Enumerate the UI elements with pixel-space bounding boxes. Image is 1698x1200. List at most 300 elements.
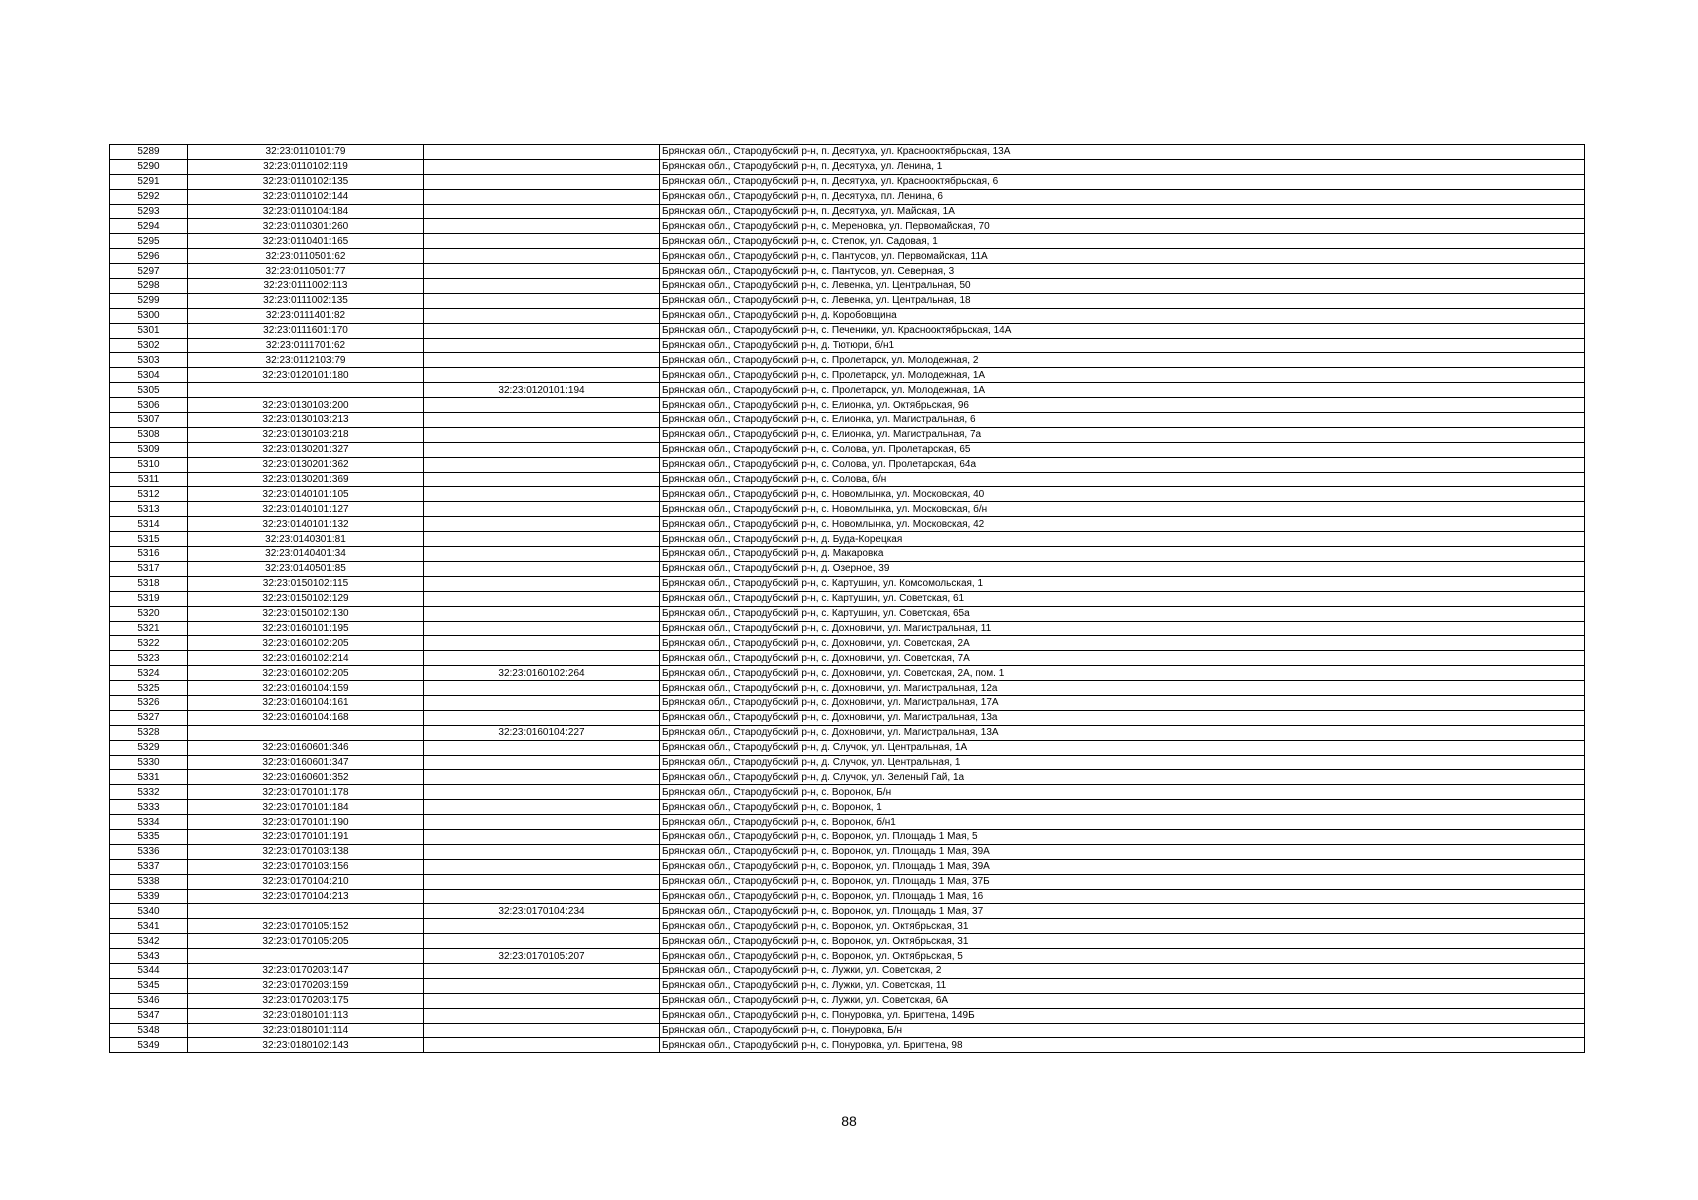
table-row <box>110 904 1585 919</box>
row-number-cell: 5343 <box>110 949 188 964</box>
table-row <box>110 145 1585 160</box>
address-cell: Брянская обл., Стародубский р-н, д. Буда-Корецкая <box>660 532 1585 547</box>
row-number-cell: 5321 <box>110 621 188 636</box>
address-cell: Брянская обл., Стародубский р-н, п. Десятуха, пл. Ленина, 6 <box>660 189 1585 204</box>
cadastral-number-cell: 32:23:0160601:352 <box>188 770 424 785</box>
related-cadastral-number-cell <box>424 681 660 696</box>
table-row <box>110 710 1585 725</box>
table-row <box>110 740 1585 755</box>
row-number-cell: 5298 <box>110 279 188 294</box>
address-cell: Брянская обл., Стародубский р-н, с. Воронок, ул. Октябрьская, 31 <box>660 934 1585 949</box>
related-cadastral-number-cell <box>424 844 660 859</box>
related-cadastral-number-cell <box>424 874 660 889</box>
row-number-cell: 5332 <box>110 785 188 800</box>
address-cell: Брянская обл., Стародубский р-н, с. Елионка, ул. Магистральная, 6 <box>660 413 1585 428</box>
row-number-cell: 5333 <box>110 800 188 815</box>
address-cell: Брянская обл., Стародубский р-н, с. Воронок, ул. Площадь 1 Мая, 39А <box>660 859 1585 874</box>
address-cell: Брянская обл., Стародубский р-н, п. Десятуха, ул. Краснооктябрьская, 13А <box>660 145 1585 160</box>
address-cell: Брянская обл., Стародубский р-н, с. Пролетарск, ул. Молодежная, 1А <box>660 383 1585 398</box>
row-number-cell: 5338 <box>110 874 188 889</box>
related-cadastral-number-cell <box>424 249 660 264</box>
table-row <box>110 934 1585 949</box>
related-cadastral-number-cell <box>424 934 660 949</box>
address-cell: Брянская обл., Стародубский р-н, с. Степок, ул. Садовая, 1 <box>660 234 1585 249</box>
cadastral-number-cell: 32:23:0130201:362 <box>188 457 424 472</box>
address-cell: Брянская обл., Стародубский р-н, с. Елионка, ул. Октябрьская, 96 <box>660 398 1585 413</box>
table-row <box>110 279 1585 294</box>
cadastral-number-cell: 32:23:0130103:218 <box>188 427 424 442</box>
cadastral-number-cell: 32:23:0110102:119 <box>188 159 424 174</box>
cadastral-number-cell: 32:23:0111401:82 <box>188 308 424 323</box>
address-cell: Брянская обл., Стародубский р-н, с. Картушин, ул. Советская, 65а <box>660 606 1585 621</box>
row-number-cell: 5296 <box>110 249 188 264</box>
related-cadastral-number-cell: 32:23:0170105:207 <box>424 949 660 964</box>
row-number-cell: 5316 <box>110 547 188 562</box>
cadastral-number-cell: 32:23:0140101:127 <box>188 502 424 517</box>
cadastral-number-cell: 32:23:0170101:178 <box>188 785 424 800</box>
table-row <box>110 457 1585 472</box>
table-row <box>110 874 1585 889</box>
address-cell: Брянская обл., Стародубский р-н, с. Елионка, ул. Магистральная, 7а <box>660 427 1585 442</box>
table-row <box>110 159 1585 174</box>
address-cell: Брянская обл., Стародубский р-н, п. Десятуха, ул. Краснооктябрьская, 6 <box>660 174 1585 189</box>
table-row <box>110 547 1585 562</box>
related-cadastral-number-cell <box>424 427 660 442</box>
cadastral-number-cell: 32:23:0110101:79 <box>188 145 424 160</box>
cadastral-number-cell: 32:23:0150102:115 <box>188 576 424 591</box>
cadastral-number-cell: 32:23:0110102:144 <box>188 189 424 204</box>
table-row <box>110 264 1585 279</box>
table-row <box>110 621 1585 636</box>
address-cell: Брянская обл., Стародубский р-н, с. Воронок, ул. Площадь 1 Мая, 16 <box>660 889 1585 904</box>
cadastral-number-cell: 32:23:0160102:205 <box>188 636 424 651</box>
row-number-cell: 5318 <box>110 576 188 591</box>
cadastral-number-cell: 32:23:0170203:147 <box>188 963 424 978</box>
related-cadastral-number-cell <box>424 1038 660 1053</box>
cadastral-number-cell: 32:23:0150102:130 <box>188 606 424 621</box>
address-cell: Брянская обл., Стародубский р-н, с. Левенка, ул. Центральная, 18 <box>660 293 1585 308</box>
row-number-cell: 5334 <box>110 815 188 830</box>
table-row <box>110 576 1585 591</box>
cadastral-number-cell: 32:23:0111601:170 <box>188 323 424 338</box>
table-row <box>110 323 1585 338</box>
address-cell: Брянская обл., Стародубский р-н, с. Новомлынка, ул. Московская, б/н <box>660 502 1585 517</box>
related-cadastral-number-cell <box>424 174 660 189</box>
table-row <box>110 949 1585 964</box>
address-cell: Брянская обл., Стародубский р-н, д. Тютюри, б/н1 <box>660 338 1585 353</box>
cadastral-number-cell: 32:23:0170203:175 <box>188 993 424 1008</box>
related-cadastral-number-cell <box>424 710 660 725</box>
address-cell: Брянская обл., Стародубский р-н, с. Дохновичи, ул. Магистральная, 17А <box>660 695 1585 710</box>
related-cadastral-number-cell <box>424 993 660 1008</box>
address-cell: Брянская обл., Стародубский р-н, с. Солова, ул. Пролетарская, 64а <box>660 457 1585 472</box>
cadastral-number-cell: 32:23:0140301:81 <box>188 532 424 547</box>
cadastral-number-cell: 32:23:0110301:260 <box>188 219 424 234</box>
related-cadastral-number-cell <box>424 398 660 413</box>
row-number-cell: 5330 <box>110 755 188 770</box>
address-cell: Брянская обл., Стародубский р-н, с. Воронок, ул. Октябрьская, 31 <box>660 919 1585 934</box>
table-row <box>110 695 1585 710</box>
table-row <box>110 204 1585 219</box>
cadastral-number-cell: 32:23:0160104:161 <box>188 695 424 710</box>
address-cell: Брянская обл., Стародубский р-н, п. Десятуха, ул. Майская, 1А <box>660 204 1585 219</box>
address-cell: Брянская обл., Стародубский р-н, с. Понуровка, ул. Бригтена, 98 <box>660 1038 1585 1053</box>
table-row <box>110 219 1585 234</box>
row-number-cell: 5311 <box>110 472 188 487</box>
page-number: 88 <box>841 1113 857 1129</box>
row-number-cell: 5336 <box>110 844 188 859</box>
row-number-cell: 5345 <box>110 978 188 993</box>
cadastral-number-cell: 32:23:0160104:168 <box>188 710 424 725</box>
related-cadastral-number-cell <box>424 740 660 755</box>
address-cell: Брянская обл., Стародубский р-н, с. Пролетарск, ул. Молодежная, 1А <box>660 368 1585 383</box>
row-number-cell: 5290 <box>110 159 188 174</box>
address-cell: Брянская обл., Стародубский р-н, с. Мереновка, ул. Первомайская, 70 <box>660 219 1585 234</box>
address-cell: Брянская обл., Стародубский р-н, с. Новомлынка, ул. Московская, 42 <box>660 517 1585 532</box>
address-cell: Брянская обл., Стародубский р-н, с. Лужки, ул. Советская, 6А <box>660 993 1585 1008</box>
related-cadastral-number-cell <box>424 532 660 547</box>
cadastral-number-cell: 32:23:0111701:62 <box>188 338 424 353</box>
cadastral-number-cell: 32:23:0111002:135 <box>188 293 424 308</box>
row-number-cell: 5310 <box>110 457 188 472</box>
related-cadastral-number-cell <box>424 145 660 160</box>
address-cell: Брянская обл., Стародубский р-н, с. Дохновичи, ул. Магистральная, 13А <box>660 725 1585 740</box>
related-cadastral-number-cell <box>424 800 660 815</box>
related-cadastral-number-cell <box>424 621 660 636</box>
cadastral-number-cell <box>188 725 424 740</box>
table-row <box>110 606 1585 621</box>
row-number-cell: 5299 <box>110 293 188 308</box>
table-row <box>110 427 1585 442</box>
row-number-cell: 5327 <box>110 710 188 725</box>
table-row <box>110 651 1585 666</box>
address-cell: Брянская обл., Стародубский р-н, с. Понуровка, ул. Бригтена, 149Б <box>660 1008 1585 1023</box>
row-number-cell: 5346 <box>110 993 188 1008</box>
row-number-cell: 5303 <box>110 353 188 368</box>
table-row <box>110 725 1585 740</box>
table-row <box>110 785 1585 800</box>
table-row <box>110 770 1585 785</box>
related-cadastral-number-cell <box>424 413 660 428</box>
cadastral-number-cell: 32:23:0180101:114 <box>188 1023 424 1038</box>
row-number-cell: 5291 <box>110 174 188 189</box>
row-number-cell: 5305 <box>110 383 188 398</box>
related-cadastral-number-cell <box>424 338 660 353</box>
row-number-cell: 5348 <box>110 1023 188 1038</box>
table-row <box>110 844 1585 859</box>
cadastral-number-cell: 32:23:0130201:327 <box>188 442 424 457</box>
related-cadastral-number-cell <box>424 264 660 279</box>
table-row <box>110 398 1585 413</box>
cadastral-number-cell: 32:23:0140101:132 <box>188 517 424 532</box>
related-cadastral-number-cell <box>424 651 660 666</box>
row-number-cell: 5320 <box>110 606 188 621</box>
address-cell: Брянская обл., Стародубский р-н, д. Коробовщина <box>660 308 1585 323</box>
cadastral-number-cell <box>188 904 424 919</box>
related-cadastral-number-cell <box>424 472 660 487</box>
cadastral-number-cell: 32:23:0180101:113 <box>188 1008 424 1023</box>
cadastral-number-cell: 32:23:0160104:159 <box>188 681 424 696</box>
related-cadastral-number-cell <box>424 457 660 472</box>
cadastral-number-cell: 32:23:0160102:214 <box>188 651 424 666</box>
table-row <box>110 368 1585 383</box>
table-row <box>110 249 1585 264</box>
related-cadastral-number-cell <box>424 606 660 621</box>
related-cadastral-number-cell <box>424 829 660 844</box>
address-cell: Брянская обл., Стародубский р-н, с. Воронок, Б/н <box>660 785 1585 800</box>
cadastral-number-cell: 32:23:0160102:205 <box>188 666 424 681</box>
row-number-cell: 5317 <box>110 561 188 576</box>
row-number-cell: 5297 <box>110 264 188 279</box>
address-cell: Брянская обл., Стародубский р-н, с. Дохновичи, ул. Магистральная, 12а <box>660 681 1585 696</box>
address-cell: Брянская обл., Стародубский р-н, д. Случок, ул. Зеленый Гай, 1а <box>660 770 1585 785</box>
address-cell: Брянская обл., Стародубский р-н, д. Макаровка <box>660 547 1585 562</box>
related-cadastral-number-cell <box>424 963 660 978</box>
cadastral-number-cell: 32:23:0170103:156 <box>188 859 424 874</box>
related-cadastral-number-cell <box>424 308 660 323</box>
related-cadastral-number-cell <box>424 353 660 368</box>
row-number-cell: 5344 <box>110 963 188 978</box>
address-cell: Брянская обл., Стародубский р-н, с. Дохновичи, ул. Советская, 2А <box>660 636 1585 651</box>
row-number-cell: 5347 <box>110 1008 188 1023</box>
cadastral-number-cell: 32:23:0170101:191 <box>188 829 424 844</box>
table-row <box>110 502 1585 517</box>
related-cadastral-number-cell: 32:23:0170104:234 <box>424 904 660 919</box>
cadastral-number-cell: 32:23:0140101:105 <box>188 487 424 502</box>
address-cell: Брянская обл., Стародубский р-н, с. Солова, ул. Пролетарская, 65 <box>660 442 1585 457</box>
cadastral-number-cell: 32:23:0110501:62 <box>188 249 424 264</box>
table-row <box>110 234 1585 249</box>
row-number-cell: 5314 <box>110 517 188 532</box>
row-number-cell: 5306 <box>110 398 188 413</box>
related-cadastral-number-cell <box>424 576 660 591</box>
address-cell: Брянская обл., Стародубский р-н, д. Случок, ул. Центральная, 1 <box>660 755 1585 770</box>
cadastral-number-cell: 32:23:0160601:346 <box>188 740 424 755</box>
related-cadastral-number-cell <box>424 502 660 517</box>
table-row <box>110 1023 1585 1038</box>
address-cell: Брянская обл., Стародубский р-н, с. Воронок, ул. Октябрьская, 5 <box>660 949 1585 964</box>
related-cadastral-number-cell <box>424 815 660 830</box>
related-cadastral-number-cell <box>424 368 660 383</box>
cadastral-number-cell: 32:23:0170103:138 <box>188 844 424 859</box>
table-row <box>110 338 1585 353</box>
address-cell: Брянская обл., Стародубский р-н, с. Воронок, ул. Площадь 1 Мая, 5 <box>660 829 1585 844</box>
address-cell: Брянская обл., Стародубский р-н, с. Пантусов, ул. Северная, 3 <box>660 264 1585 279</box>
table-row <box>110 859 1585 874</box>
row-number-cell: 5292 <box>110 189 188 204</box>
table-row <box>110 666 1585 681</box>
address-cell: Брянская обл., Стародубский р-н, с. Картушин, ул. Советская, 61 <box>660 591 1585 606</box>
address-cell: Брянская обл., Стародубский р-н, с. Дохновичи, ул. Магистральная, 13а <box>660 710 1585 725</box>
table-row <box>110 800 1585 815</box>
cadastral-number-cell: 32:23:0110501:77 <box>188 264 424 279</box>
row-number-cell: 5293 <box>110 204 188 219</box>
table-row <box>110 829 1585 844</box>
related-cadastral-number-cell: 32:23:0160104:227 <box>424 725 660 740</box>
row-number-cell: 5307 <box>110 413 188 428</box>
row-number-cell: 5341 <box>110 919 188 934</box>
cadastral-number-cell: 32:23:0170203:159 <box>188 978 424 993</box>
row-number-cell: 5302 <box>110 338 188 353</box>
table-row <box>110 755 1585 770</box>
table-row <box>110 189 1585 204</box>
address-cell: Брянская обл., Стародубский р-н, с. Новомлынка, ул. Московская, 40 <box>660 487 1585 502</box>
related-cadastral-number-cell <box>424 279 660 294</box>
row-number-cell: 5319 <box>110 591 188 606</box>
cadastral-number-cell: 32:23:0170101:190 <box>188 815 424 830</box>
related-cadastral-number-cell <box>424 978 660 993</box>
row-number-cell: 5340 <box>110 904 188 919</box>
address-cell: Брянская обл., Стародубский р-н, с. Печеники, ул. Краснооктябрьская, 14А <box>660 323 1585 338</box>
related-cadastral-number-cell <box>424 189 660 204</box>
table-row <box>110 413 1585 428</box>
table-row <box>110 1008 1585 1023</box>
address-cell: Брянская обл., Стародубский р-н, с. Воронок, ул. Площадь 1 Мая, 39А <box>660 844 1585 859</box>
address-cell: Брянская обл., Стародубский р-н, с. Воронок, б/н1 <box>660 815 1585 830</box>
address-cell: Брянская обл., Стародубский р-н, с. Понуровка, Б/н <box>660 1023 1585 1038</box>
row-number-cell: 5322 <box>110 636 188 651</box>
related-cadastral-number-cell <box>424 919 660 934</box>
table-row <box>110 383 1585 398</box>
row-number-cell: 5342 <box>110 934 188 949</box>
row-number-cell: 5301 <box>110 323 188 338</box>
related-cadastral-number-cell <box>424 159 660 174</box>
cadastral-number-cell: 32:23:0111002:113 <box>188 279 424 294</box>
address-cell: Брянская обл., Стародубский р-н, с. Дохновичи, ул. Магистральная, 11 <box>660 621 1585 636</box>
cadastral-number-cell: 32:23:0170104:210 <box>188 874 424 889</box>
row-number-cell: 5323 <box>110 651 188 666</box>
table-row <box>110 993 1585 1008</box>
table-row <box>110 293 1585 308</box>
cadastral-number-cell: 32:23:0110104:184 <box>188 204 424 219</box>
address-cell: Брянская обл., Стародубский р-н, с. Воронок, ул. Площадь 1 Мая, 37Б <box>660 874 1585 889</box>
related-cadastral-number-cell <box>424 1023 660 1038</box>
row-number-cell: 5326 <box>110 695 188 710</box>
table-row <box>110 517 1585 532</box>
address-cell: Брянская обл., Стародубский р-н, с. Пантусов, ул. Первомайская, 11А <box>660 249 1585 264</box>
address-cell: Брянская обл., Стародубский р-н, с. Лужки, ул. Советская, 2 <box>660 963 1585 978</box>
cadastral-number-cell: 32:23:0170105:205 <box>188 934 424 949</box>
table-row <box>110 978 1585 993</box>
related-cadastral-number-cell <box>424 561 660 576</box>
cadastral-number-cell: 32:23:0170104:213 <box>188 889 424 904</box>
cadastral-number-cell <box>188 949 424 964</box>
cadastral-number-cell: 32:23:0110401:165 <box>188 234 424 249</box>
row-number-cell: 5300 <box>110 308 188 323</box>
address-cell: Брянская обл., Стародубский р-н, д. Случок, ул. Центральная, 1А <box>660 740 1585 755</box>
address-cell: Брянская обл., Стародубский р-н, с. Дохновичи, ул. Советская, 2А, пом. 1 <box>660 666 1585 681</box>
row-number-cell: 5325 <box>110 681 188 696</box>
related-cadastral-number-cell <box>424 1008 660 1023</box>
registry-table-body <box>110 145 1585 1053</box>
related-cadastral-number-cell <box>424 517 660 532</box>
row-number-cell: 5315 <box>110 532 188 547</box>
address-cell: Брянская обл., Стародубский р-н, с. Воронок, ул. Площадь 1 Мая, 37 <box>660 904 1585 919</box>
related-cadastral-number-cell <box>424 859 660 874</box>
cadastral-number-cell: 32:23:0140501:85 <box>188 561 424 576</box>
cadastral-number-cell: 32:23:0170105:152 <box>188 919 424 934</box>
row-number-cell: 5328 <box>110 725 188 740</box>
related-cadastral-number-cell <box>424 442 660 457</box>
address-cell: Брянская обл., Стародубский р-н, с. Солова, б/н <box>660 472 1585 487</box>
row-number-cell: 5295 <box>110 234 188 249</box>
address-cell: Брянская обл., Стародубский р-н, с. Левенка, ул. Центральная, 50 <box>660 279 1585 294</box>
related-cadastral-number-cell <box>424 636 660 651</box>
related-cadastral-number-cell <box>424 695 660 710</box>
row-number-cell: 5337 <box>110 859 188 874</box>
property-registry-table <box>109 144 1585 1053</box>
row-number-cell: 5349 <box>110 1038 188 1053</box>
related-cadastral-number-cell <box>424 323 660 338</box>
related-cadastral-number-cell: 32:23:0120101:194 <box>424 383 660 398</box>
related-cadastral-number-cell <box>424 785 660 800</box>
table-row <box>110 815 1585 830</box>
cadastral-number-cell: 32:23:0130201:369 <box>188 472 424 487</box>
table-row <box>110 963 1585 978</box>
address-cell: Брянская обл., Стародубский р-н, п. Десятуха, ул. Ленина, 1 <box>660 159 1585 174</box>
row-number-cell: 5324 <box>110 666 188 681</box>
table-row <box>110 532 1585 547</box>
row-number-cell: 5329 <box>110 740 188 755</box>
address-cell: Брянская обл., Стародубский р-н, с. Воронок, 1 <box>660 800 1585 815</box>
table-row <box>110 442 1585 457</box>
address-cell: Брянская обл., Стародубский р-н, д. Озерное, 39 <box>660 561 1585 576</box>
cadastral-number-cell: 32:23:0110102:135 <box>188 174 424 189</box>
cadastral-number-cell: 32:23:0150102:129 <box>188 591 424 606</box>
cadastral-number-cell: 32:23:0112103:79 <box>188 353 424 368</box>
row-number-cell: 5331 <box>110 770 188 785</box>
table-row <box>110 919 1585 934</box>
row-number-cell: 5339 <box>110 889 188 904</box>
row-number-cell: 5312 <box>110 487 188 502</box>
related-cadastral-number-cell <box>424 755 660 770</box>
table-row <box>110 487 1585 502</box>
table-row <box>110 174 1585 189</box>
related-cadastral-number-cell <box>424 204 660 219</box>
related-cadastral-number-cell <box>424 770 660 785</box>
related-cadastral-number-cell <box>424 293 660 308</box>
row-number-cell: 5335 <box>110 829 188 844</box>
address-cell: Брянская обл., Стародубский р-н, с. Лужки, ул. Советская, 11 <box>660 978 1585 993</box>
table-row <box>110 353 1585 368</box>
address-cell: Брянская обл., Стародубский р-н, с. Картушин, ул. Комсомольская, 1 <box>660 576 1585 591</box>
related-cadastral-number-cell <box>424 234 660 249</box>
cadastral-number-cell: 32:23:0170101:184 <box>188 800 424 815</box>
cadastral-number-cell <box>188 383 424 398</box>
row-number-cell: 5294 <box>110 219 188 234</box>
address-cell: Брянская обл., Стародубский р-н, с. Пролетарск, ул. Молодежная, 2 <box>660 353 1585 368</box>
cadastral-number-cell: 32:23:0140401:34 <box>188 547 424 562</box>
cadastral-number-cell: 32:23:0160601:347 <box>188 755 424 770</box>
related-cadastral-number-cell <box>424 487 660 502</box>
table-row <box>110 1038 1585 1053</box>
address-cell: Брянская обл., Стародубский р-н, с. Дохновичи, ул. Советская, 7А <box>660 651 1585 666</box>
cadastral-number-cell: 32:23:0130103:213 <box>188 413 424 428</box>
row-number-cell: 5304 <box>110 368 188 383</box>
row-number-cell: 5313 <box>110 502 188 517</box>
related-cadastral-number-cell <box>424 889 660 904</box>
row-number-cell: 5309 <box>110 442 188 457</box>
cadastral-number-cell: 32:23:0130103:200 <box>188 398 424 413</box>
related-cadastral-number-cell <box>424 547 660 562</box>
cadastral-number-cell: 32:23:0120101:180 <box>188 368 424 383</box>
related-cadastral-number-cell: 32:23:0160102:264 <box>424 666 660 681</box>
table-row <box>110 561 1585 576</box>
row-number-cell: 5308 <box>110 427 188 442</box>
table-row <box>110 591 1585 606</box>
table-row <box>110 889 1585 904</box>
row-number-cell: 5289 <box>110 145 188 160</box>
